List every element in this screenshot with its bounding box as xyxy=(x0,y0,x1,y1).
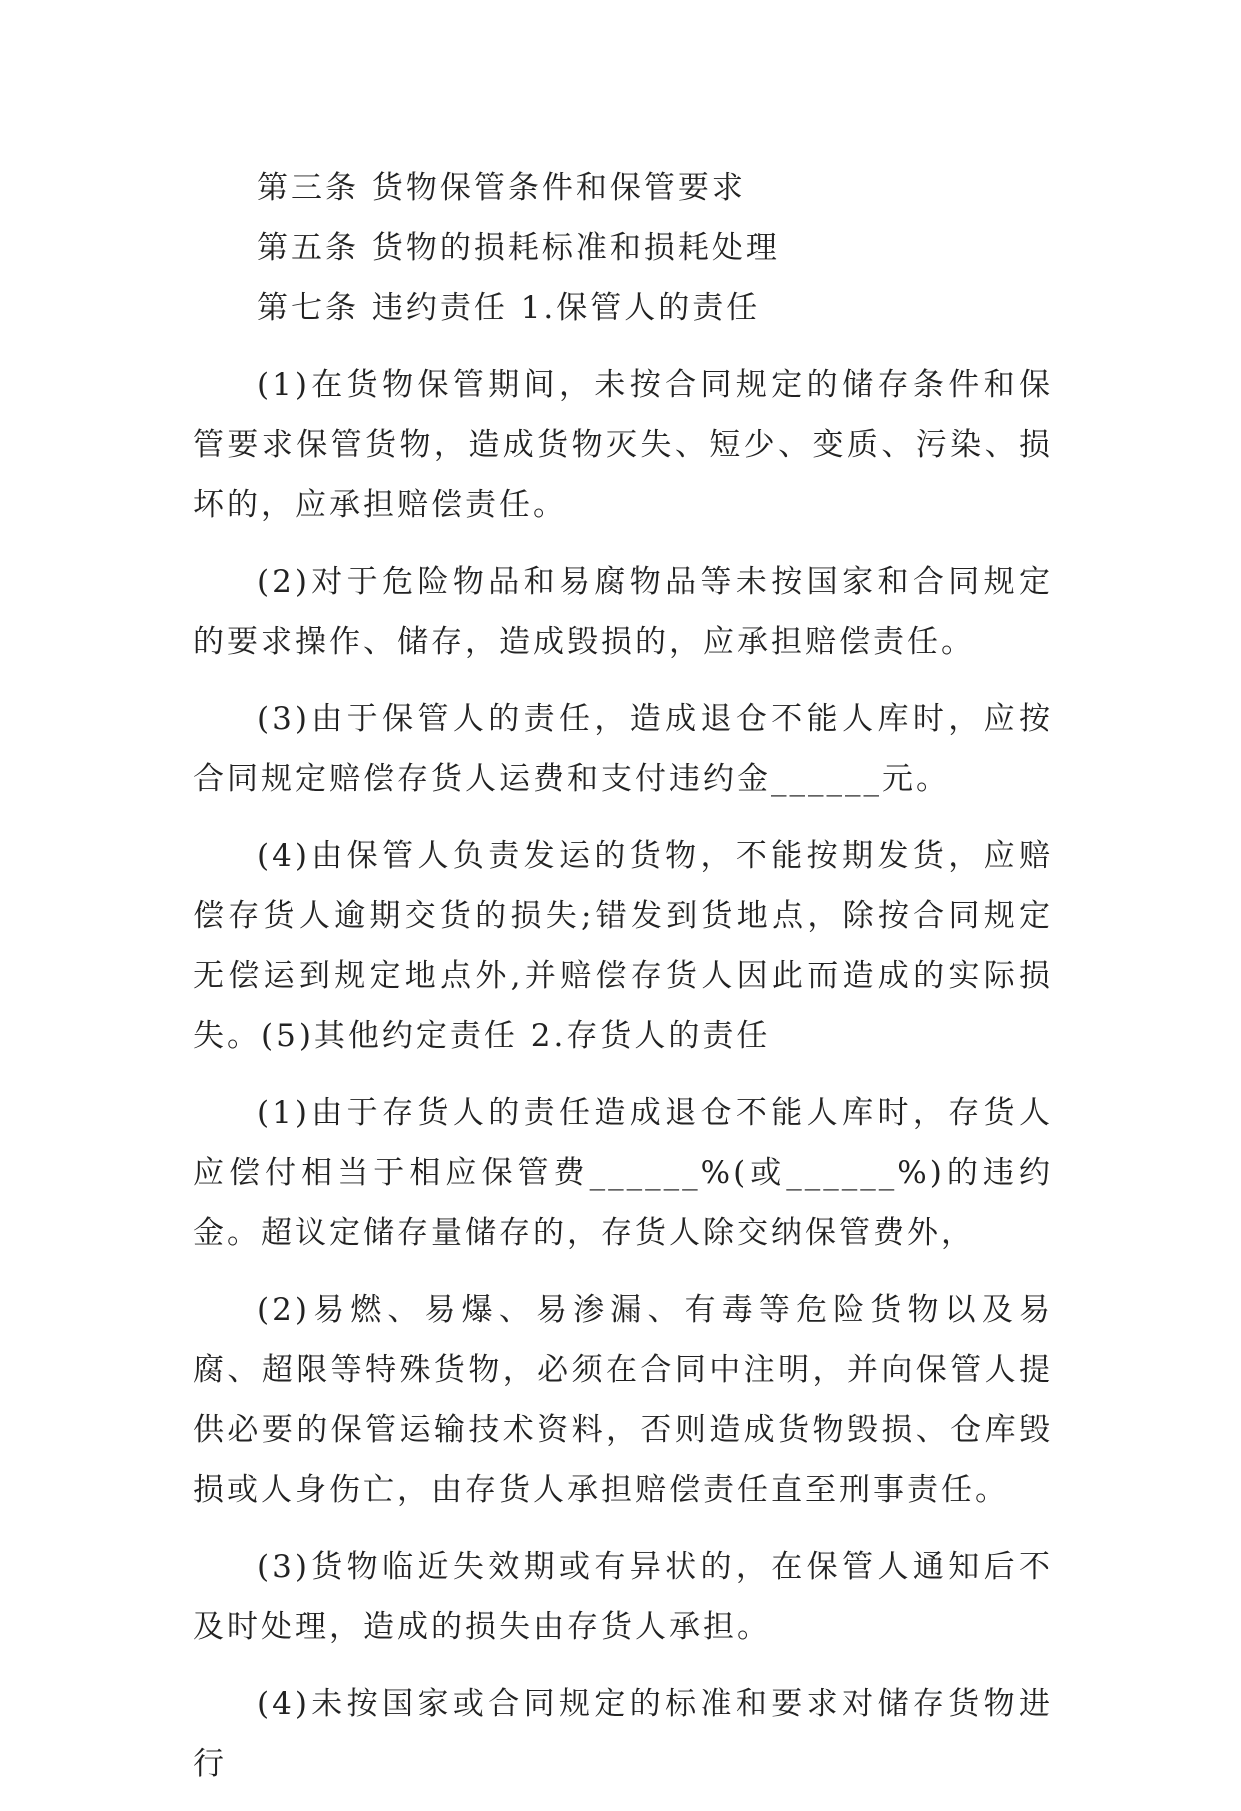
paragraph: (4)由保管人负责发运的货物，不能按期发货，应赔偿存货人逾期交货的损失;错发到货地点，除按合同规定无偿运到规定地点外,并赔偿存货人因此而造成的实际损失。(5)其他约定责任 2.存货人的责任 xyxy=(193,838,1053,1054)
article-5-heading: 第五条 货物的损耗标准和损耗处理 xyxy=(257,230,780,266)
paragraph: (1)由于存货人的责任造成退仓不能人库时，存货人应偿付相当于相应保管费______%(或______%)的违约金。超议定储存量储存的，存货人除交纳保管费外， xyxy=(193,1095,1053,1251)
paragraph: (4)未按国家或合同规定的标准和要求对储存货物进行 xyxy=(193,1686,1053,1782)
paragraph: (3)由于保管人的责任，造成退仓不能人库时，应按合同规定赔偿存货人运费和支付违约金______元。 xyxy=(193,701,1053,797)
paragraph: (3)货物临近失效期或有异状的，在保管人通知后不及时处理，造成的损失由存货人承担。 xyxy=(193,1549,1053,1645)
paragraph: (2)对于危险物品和易腐物品等未按国家和合同规定的要求操作、储存，造成毁损的，应承担赔偿责任。 xyxy=(193,564,1053,660)
article-3-heading: 第三条 货物保管条件和保管要求 xyxy=(257,170,746,206)
paragraph: (1)在货物保管期间，未按合同规定的储存条件和保管要求保管货物，造成货物灭失、短少、变质、污染、损坏的，应承担赔偿责任。 xyxy=(193,367,1053,523)
document-body xyxy=(193,158,1053,1811)
paragraph: (2)易燃、易爆、易渗漏、有毒等危险货物以及易腐、超限等特殊货物，必须在合同中注明，并向保管人提供必要的保管运输技术资料，否则造成货物毁损、仓库毁损或人身伤亡，由存货人承担赔偿责任直至刑事责任。 xyxy=(193,1292,1053,1508)
article-7-heading: 第七条 违约责任 1.保管人的责任 xyxy=(257,290,761,326)
